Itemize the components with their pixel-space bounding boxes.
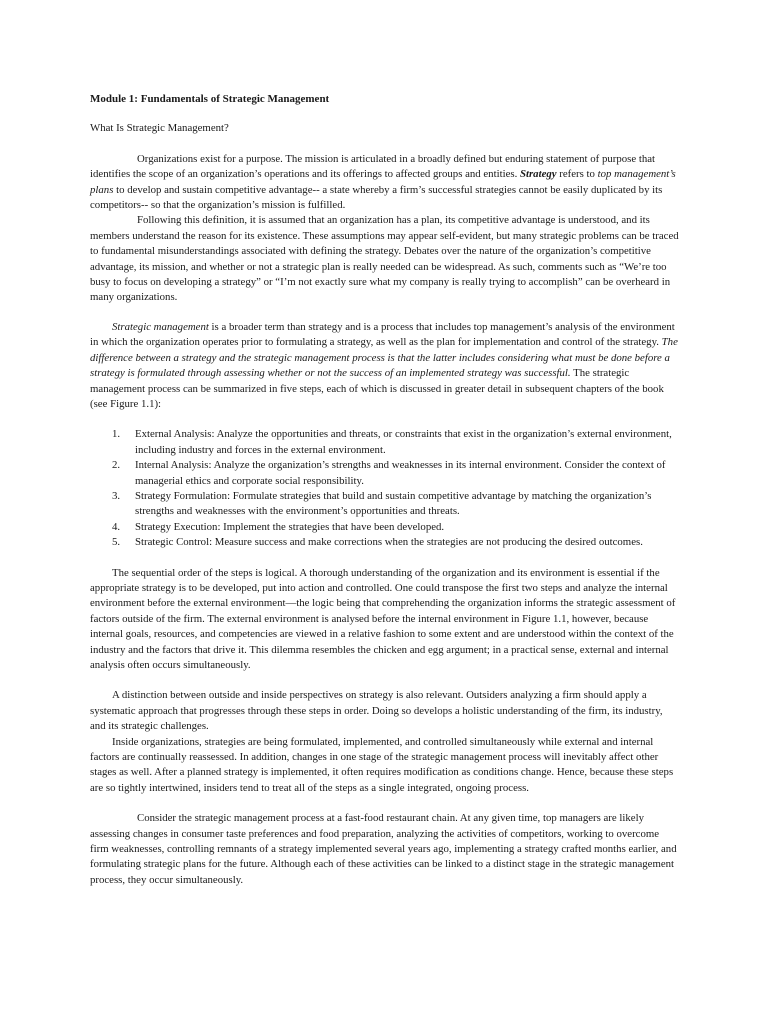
list-number: 5. [112, 536, 121, 549]
paragraph-text: is a broader term than strategy and is a process that includes top management’s analysis of the environment in which the organization operates prior to formulating a strategy, as well as the plan for implementation and control of the strategy. [90, 320, 675, 349]
list-number: 4. [112, 520, 121, 533]
list-number: 1. [112, 428, 121, 441]
paragraph-inside-organizations: Inside organizations, strategies are being formulated, implemented, and controlled simultaneously while external and internal factors are continually reassessed. In addition, changes in one stage of the strategic management process will inevitably affect other stages as well. After a planned strategy is implemented, it often requires modification as conditions change. Hence, because these steps are so tightly intertwined, insiders tend to treat all of the steps as a single integrated, ongoing process. [90, 735, 674, 794]
paragraph-fast-food-example: Consider the strategic management process at a fast-food restaurant chain. At any given time, top managers are likely assessing changes in consumer taste preferences and food preparation, analyzing the activities of competitors, working to overcome firm weaknesses, controlling remnants of a strategy implemented several years ago, implementing a strategy crafted months earlier, and formulating strategic plans for the future. Although each of these activities can be linked to a distinct stage in the strategic management process, they occur simultaneously. [90, 812, 677, 886]
list-text: Strategy Execution: Implement the strategies that have been developed. [135, 520, 445, 533]
list-text: External Analysis: Analyze the opportunities and threats, or constraints that exist in the organization’s external environment, including industry and forces in the external environment. [135, 428, 672, 456]
paragraph-text: Organizations exist for a purpose. The mission is articulated in a broadly defined but enduring statement of purpose that identifies the scope of an organization’s operations and its offerings to affected groups and entities. [90, 152, 656, 181]
list-item [90, 535, 680, 550]
list-text: Internal Analysis: Analyze the organization’s strengths and weaknesses in its internal environment. Consider the context of managerial ethics and corporate social responsibility. [135, 459, 666, 487]
module-title: Module 1: Fundamentals of Strategic Management [90, 93, 330, 105]
list-text: Strategic Control: Measure success and make corrections when the strategies are not producing the desired outcomes. [135, 536, 643, 549]
paragraph-perspectives: A distinction between outside and inside perspectives on strategy is also relevant. Outsiders analyzing a firm should apply a systematic approach that progresses through these steps in order. Doing so develops a holistic understanding of the firm, its industry, and its strategic challenges. [90, 689, 663, 733]
list-text: Strategy Formulation: Formulate strategies that build and sustain competitive advantage by matching the organization’s strengths and weaknesses with the environment’s opportunities and threats. [135, 489, 652, 518]
term-strategy: Strategy [519, 168, 557, 181]
list-item [90, 427, 680, 458]
paragraph-sequential-order: The sequential order of the steps is logical. A thorough understanding of the organization and its environment is essential if the appropriate strategy is to be developed, put into action and controlled. One could transpose the first two steps and analyze the internal environment before the external environment—the logic being that comprehending the organization informs the strategic assessment of factors outside of the firm. The external environment is analysed before the internal environment in Figure 1.1, however, because internal goals, resources, and competencies are viewed in a relative fashion to some extent and are understood within the context of the industry and the factors that drive it. This dilemma resembles the chicken and egg argument; in a practical sense, external and internal analysis often occurs simultaneously. [90, 566, 676, 671]
section-heading: What Is Strategic Management? [90, 122, 229, 135]
paragraph-strategic-management [90, 320, 680, 412]
list-item [90, 520, 680, 535]
paragraph-definition: Following this definition, it is assumed that an organization has a plan, its competitive advantage is understood, and its members understand the reason for its existence. These assumptions may appear self-evident, but many strategic problems can be traced to fundamental misunderstandings associated with defining the strategy. Debates over the nature of the organization’s competitive advantage, its mission, and whether or not a strategic plan is really needed can be widespread. As such, comments such as “We’re too busy to focus on developing a strategy” or “I’m not exactly sure what my company is really trying to accomplish” can be overheard in many organizations. [90, 214, 679, 304]
document-page [90, 92, 680, 888]
list-item [90, 458, 680, 489]
paragraph-text: refers to [556, 168, 598, 181]
list-number: 3. [112, 489, 121, 502]
emphasis-plans: top management’s plans [90, 168, 676, 196]
steps-list [90, 427, 680, 550]
emphasis-difference: The difference between a strategy and the strategic management process is that the latter includes considering what must be done before a strategy is formulated through assessing whether or not the success of an implemented strategy was successful. [90, 336, 678, 380]
term-strategic-management: Strategic management [112, 320, 209, 333]
paragraph-mission [90, 152, 680, 214]
paragraph-text: to develop and sustain competitive advantage-- a state whereby a firm’s successful strategies cannot be easily duplicated by its competitors-- so that the organization’s mission is fulfilled. [90, 183, 663, 212]
list-number: 2. [112, 459, 121, 472]
paragraph-text: The strategic management process can be summarized in five steps, each of which is discussed in greater detail in subsequent chapters of the book (see Figure 1.1): [90, 367, 664, 410]
list-item [90, 489, 680, 520]
